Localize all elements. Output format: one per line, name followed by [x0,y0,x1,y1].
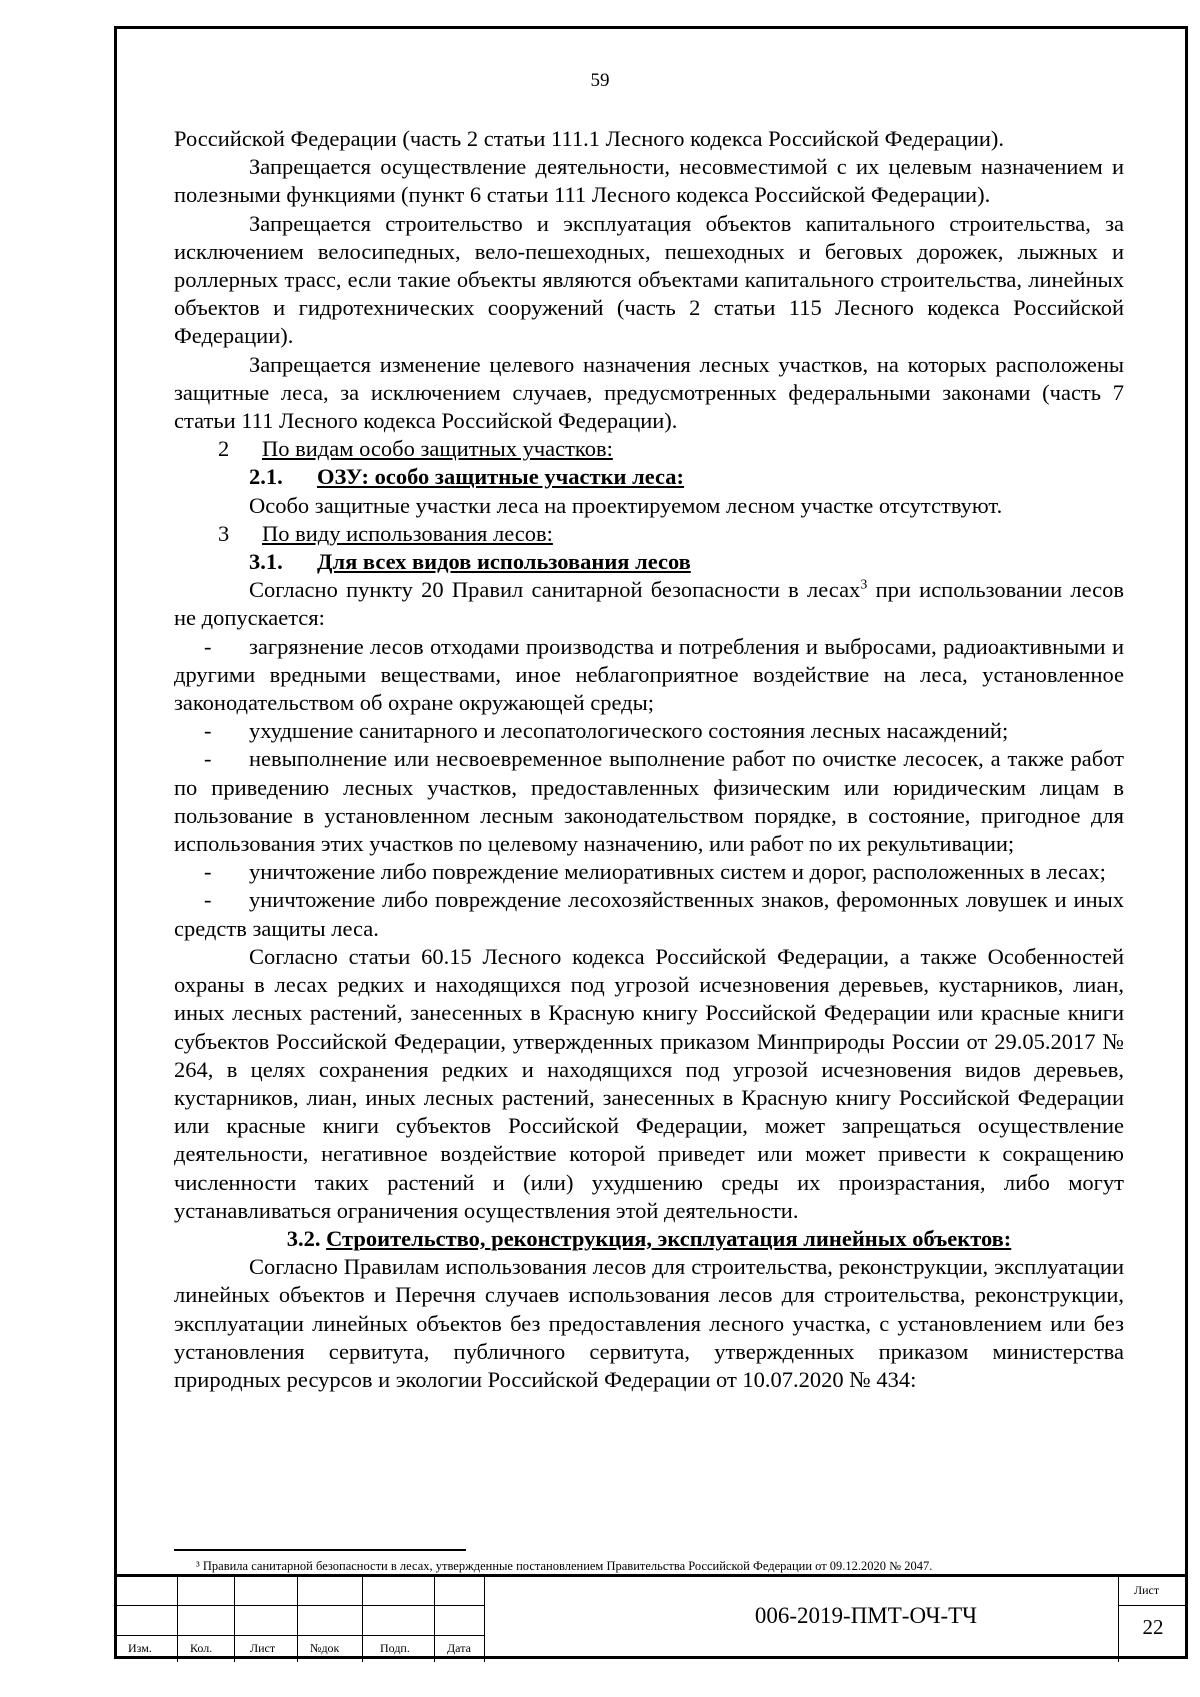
dash-marker: - [204,859,212,885]
paragraph: Согласно Правилам использования лесов для строительства, реконструкции, эксплуатации линейных объектов и Перечня случаев использования лесов для строительства, реконструкции, эксплуатации линейных объектов без предоставления лесного участка, с установлением или без установления сервитута, публичного сервитута, утвержденных приказом министерства природных ресурсов и экологии Российской Федерации от 10.07.2020 № 434: [174,1254,1124,1392]
stamp-label-izm: Изм. [128,1641,152,1655]
dash-marker: - [204,633,212,659]
section-title: ОЗУ: особо защитные участки леса: [317,464,685,490]
sheet-number: 22 [1142,1615,1164,1639]
paragraph: Запрещается изменение целевого назначения лесных участков, на которых расположены защитные леса, за исключением случаев, предусмотренных федеральными законами (часть 7 статьи 111 Лесного кодекса Российской Федерации). [174,351,1124,434]
section-number: 2 [218,436,230,462]
dash-marker: - [204,746,212,772]
paragraph: Запрещается осуществление деятельности, несовместимой с их целевым назначением и полезными функциями (пункт 6 статьи 111 Лесного кодекса Российской Федерации). [174,154,1124,208]
divider [1118,1605,1188,1606]
footnote-separator [174,1549,466,1551]
section-heading-3-1 [174,548,1124,576]
list-item-text: уничтожение либо повреждение мелиоративных систем и дорог, расположенных в лесах; [249,859,1106,885]
paragraph: Особо защитные участки леса на проектируемом лесном участке отсутствуют. [249,492,1003,518]
section-number: 3.1. [249,549,283,575]
list-item-text: уничтожение либо повреждение лесохозяйственных знаков, феромонных ловушек и иных средств защиты леса. [174,887,1124,941]
list-item [174,886,1124,942]
divider [114,1635,484,1636]
section-title: По видам особо защитных участков: [262,436,613,462]
document-code: 006-2019-ПМТ-ОЧ-ТЧ [754,1603,978,1628]
footnote: ³ Правила санитарной безопасности в лесах, утвержденные постановлением Правительства Российской Федерации от 09.12.2020 № 2047. [196,1559,933,1573]
divider [362,1577,363,1662]
section-title: По виду использования лесов: [262,520,553,546]
section-heading-3 [174,520,1124,548]
divider [114,1605,484,1606]
footnote-ref: 3 [860,577,868,593]
stamp-label-kol: Кол. [190,1641,213,1655]
divider [484,1577,485,1662]
stamp-label-list: Лист [250,1641,276,1655]
list-item [174,633,1124,718]
paragraph: Российской Федерации (часть 2 статьи 111.1 Лесного кодекса Российской Федерации). [174,126,1005,151]
divider [177,1577,178,1662]
section-number: 2.1. [249,464,283,490]
paragraph: Запрещается строительство и эксплуатация объектов капитального строительства, за исключением велосипедных, вело-пешеходных, пешеходных и беговых дорожек, лыжных и роллерных трасс, если такие объекты являются объектами капитального строительства, линейных объектов и гидротехнических сооружений (часть 2 статьи 115 Лесного кодекса Российской Федерации). [174,210,1124,349]
list-item [174,717,1124,745]
paragraph [174,576,1124,632]
section-number: 3.2. [286,1225,321,1251]
list-item [174,858,1124,886]
stamp-label-ndok: №док [310,1641,340,1655]
section-heading-2 [174,435,1124,463]
stamp-label-data: Дата [447,1641,471,1655]
section-number: 3 [218,520,230,546]
list-item-text: ухудшение санитарного и лесопатологического состояния лесных насаждений; [249,718,1009,744]
stamp-label-podp: Подп. [380,1641,410,1655]
page-number: 59 [590,70,610,91]
list-item [174,745,1124,858]
section-title: Строительство, реконструкция, эксплуатация линейных объектов: [326,1225,1012,1251]
sheet-label: Лист [1134,1583,1160,1597]
document-body [174,125,1124,1394]
list-item-text: загрязнение лесов отходами производства и потребления и выбросами, радиоактивными и другими вредными веществами, иное неблагоприятное воздействие на леса, установленное законодательством об охране окружающей среды; [174,633,1124,716]
section-heading-3-2 [174,1225,1124,1253]
section-title: Для всех видов использования лесов [317,549,691,575]
paragraph: Согласно статьи 60.15 Лесного кодекса Российской Федерации, а также Особенностей охраны в лесах редких и находящихся под угрозой исчезновения деревьев, кустарников, лиан, иных лесных растений, занесенных в Красную книгу Российской Федерации или красные книги субъектов Российской Федерации, утвержденных приказом Минприроды России от 29.05.2017 № 264, в целях сохранения редких и находящихся под угрозой исчезновения видов деревьев, кустарников, лиан, иных лесных растений, занесенных в Красную книгу Российской Федерации или красные книги субъектов Российской Федерации, может запрещаться осуществление деятельности, негативное воздействие которой приведет или может привести к сокращению численности таких растений и (или) ухудшению среды их произрастания, либо могут устанавливаться ограничения осуществления этой деятельности. [174,943,1124,1223]
divider [297,1577,298,1662]
dash-marker: - [204,887,212,913]
paragraph-text: при использовании лесов не допускается: [174,577,1125,631]
section-heading-2-1 [174,463,1124,491]
title-block [114,1574,1188,1659]
divider [234,1577,235,1662]
dash-marker: - [204,718,212,744]
list-item-text: невыполнение или несвоевременное выполнение работ по очистке лесосек, а также работ по приведению лесных участков, предоставленных физическим или юридическим лицам в пользование в установленном лесным законодательством порядке, в состояние, пригодное для использования этих участков по целевому назначению, или работ по их рекультивации; [174,746,1124,857]
divider [434,1577,435,1662]
paragraph-text: Согласно пункту 20 Правил санитарной безопасности в лесах [249,577,861,603]
